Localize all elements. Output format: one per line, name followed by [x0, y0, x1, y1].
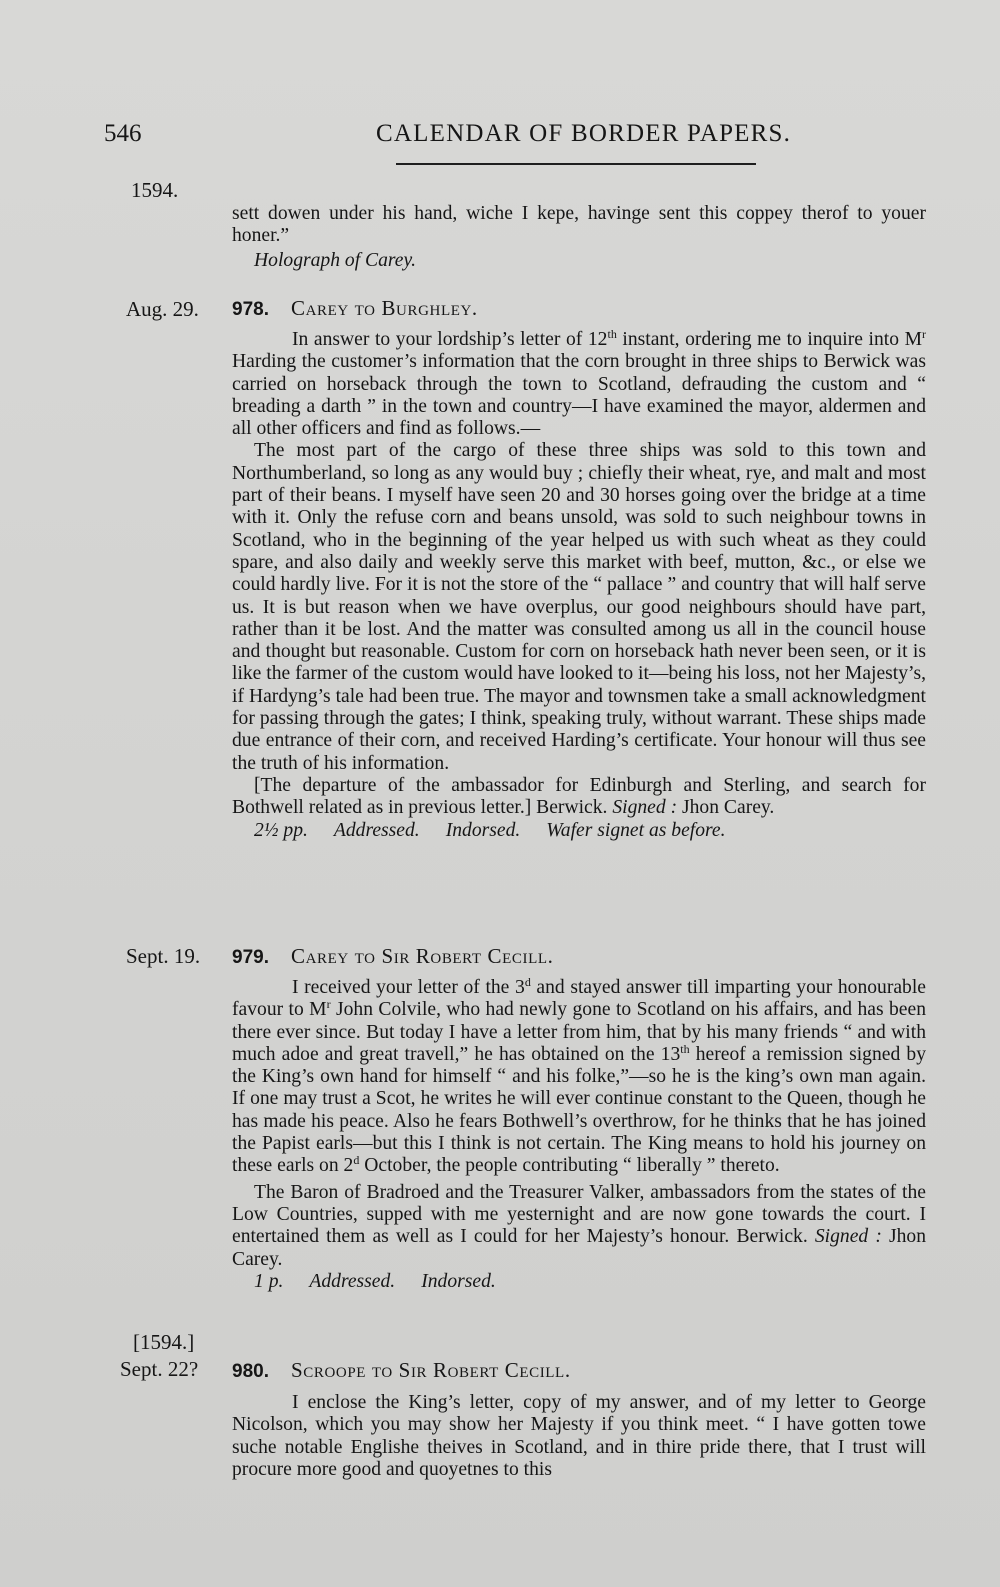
entry-number: 980. — [232, 1361, 269, 1382]
entry-title: Scroope to Sir Robert Cecill. — [290, 1358, 571, 1382]
entry-number: 978. — [232, 299, 269, 320]
opening-text-block — [232, 203, 926, 272]
entry-978-body — [232, 329, 926, 842]
entry-978-endorsement: 2½ pp. Addressed. Indorsed. Wafer signet as before. — [254, 819, 726, 841]
entry-978-heading — [232, 296, 478, 321]
page-title: CALENDAR OF BORDER PAPERS. — [376, 120, 792, 147]
entry-978-paragraph-2: The most part of the cargo of these three ships was sold to this town and Northumberland, so long as any would buy ; chiefly their wheat, rye, and malt and most part of their beans. I myself have seen 20 and 30 horses going over the bridge at a time with it. Only the refuse corn and beans unsold, was sold to such neighbour towns in Scotland, who in the beginning of the year helped us with such wheat as they could spare, and also daily and weekly serve this market with beef, mutton, &c., or else we could hardly live. For it is not the store of the “ pallace ” and country that will half serve us. It is but reason when we have overplus, our good neighbours should have part, rather than it be lost. And the matter was consulted among us all in the council house and thought but reasonable. Custom for corn on horseback hath never been seen, or it is like the farmer of the custom would have looked to it—being his loss, not her Majesty’s, if Hardyng’s tale had been true. The mayor and townsmen take a small acknowledgment for passing through the gates; I think, speaking truly, without warrant. These ships made due entrance of their corn, and received Harding’s certificate. Your honour will thus see the truth of his information. — [232, 440, 926, 774]
entry-number: 979. — [232, 947, 269, 968]
entry-979-heading — [232, 944, 553, 969]
holograph-note: Holograph of Carey. — [254, 249, 417, 271]
margin-date-sept22: Sept. 22? — [120, 1357, 199, 1381]
entry-title: Carey to Burghley. — [290, 296, 478, 320]
entry-978-paragraph-1: In answer to your lordship’s letter of 12th instant, ordering me to inquire into $M^r$ Harding the customer’s information that the corn brought in three ships to Berwick was carried on horseback through the town to Scotland, defrauding the custom and “ breading a darth ” in the town and country—I have examined the mayor, aldermen and all other officers and find as follows.— — [232, 327, 926, 440]
header-rule — [396, 163, 756, 165]
margin-year: 1594. — [131, 178, 179, 202]
entry-979-paragraph-1: I received your letter of the 3$^d$ and stayed answer till imparting your honourable favour to $M^r$ John Colvile, who had newly gone to Scotland on his affairs, and has been there ever since. But today I have a letter from him, that by his many friends “ and with much adoe and great travell,” he has obtained on the 13th hereof a remission signed by the King’s own hand for himself “ and his folke,”—so he is the king’s own man again. If one may trust a Scot, he writes he will ever continue constant to the Queen, though he has made his peace. Also he fears Bothwell’s overthrow, for he thinks that he has joined the Papist earls—but this I think is not certain. The King means to hold his journey on these earls on 2$^d$ October, the people contributing “ liberally ” thereto. — [232, 975, 926, 1177]
entry-980-paragraph-1: I enclose the King’s letter, copy of my answer, and of my letter to George Nicolson, which you may show her Majesty if you think meet. “ I have gotten towe suche notable Englishe theives in Scotland, and in thire pride there, that I trust will procure more good and quoyetnes to this — [232, 1392, 926, 1480]
entry-979-endorsement: 1 p. Addressed. Indorsed. — [254, 1270, 496, 1292]
margin-bracket-year: [1594.] — [133, 1330, 195, 1354]
entry-979-body — [232, 977, 926, 1293]
entry-980-body — [232, 1392, 926, 1481]
entry-978-paragraph-3: [The departure of the ambassador for Edinburgh and Sterling, and search for Bothwell related as in previous letter.] Berwick. Signed : Jhon Carey. — [232, 774, 926, 819]
entry-979-paragraph-2: The Baron of Bradroed and the Treasurer Valker, ambassadors from the states of the Low Countries, supped with me yesternight and are now gone towards the court. I entertained them as well as I could for her Majesty’s honour. Berwick. Signed : Jhon Carey. — [232, 1181, 926, 1270]
margin-date-aug29: Aug. 29. — [126, 297, 199, 321]
opening-paragraph: sett dowen under his hand, wiche I kepe, havinge sent this coppey therof to youer honer.” — [232, 203, 926, 247]
margin-date-sept19: Sept. 19. — [126, 944, 201, 968]
entry-title: Carey to Sir Robert Cecill. — [290, 944, 554, 968]
page-number: 546 — [104, 120, 142, 147]
entry-980-heading — [232, 1358, 571, 1383]
